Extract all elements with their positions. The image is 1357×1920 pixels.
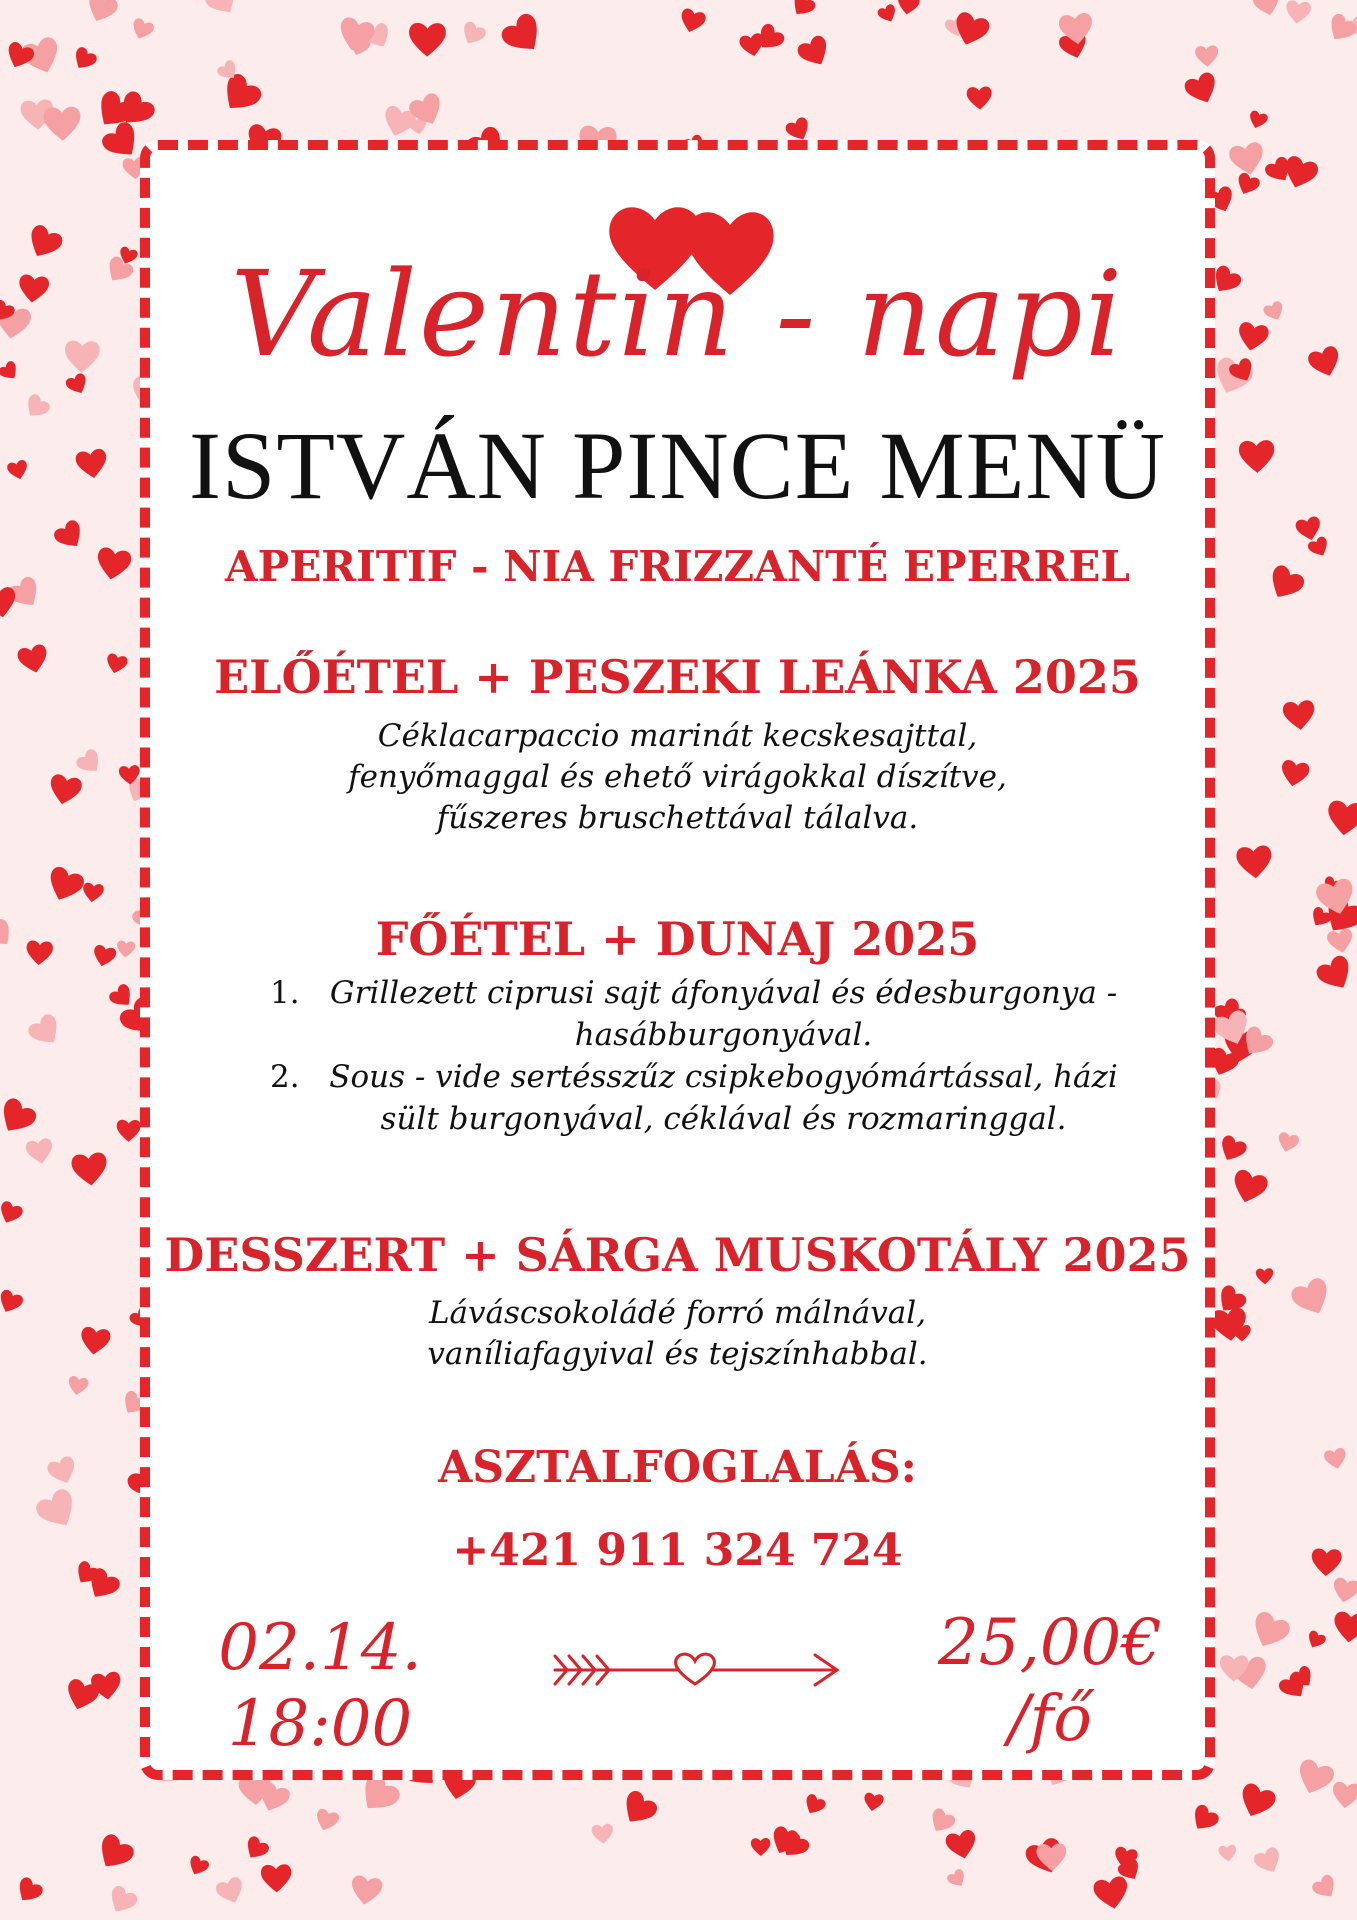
main-course-list — [270, 972, 1145, 1140]
starter-line: fűszeres bruschettával tálalva. — [436, 800, 919, 836]
heart-icon — [0, 360, 22, 384]
price-value: 25,00€ — [938, 1606, 1162, 1680]
heart-icon — [946, 1868, 969, 1891]
heart-icon — [1252, 0, 1283, 18]
heart-icon — [1247, 110, 1269, 131]
heart-icon — [83, 0, 120, 26]
main-course-heading: FŐÉTEL + DUNAJ 2025 — [375, 912, 980, 966]
heart-icon — [1284, 0, 1311, 25]
heart-icon — [23, 223, 65, 264]
heart-icon — [944, 1829, 979, 1862]
main-course-item — [270, 1056, 1145, 1098]
heart-icon — [862, 1792, 884, 1813]
heart-icon — [1332, 1611, 1357, 1644]
heart-icon — [16, 643, 50, 676]
heart-icon — [21, 392, 52, 422]
event-date: 02.14. — [218, 1611, 422, 1685]
heart-icon — [69, 45, 98, 74]
main-course-item-cont — [270, 1014, 1145, 1056]
dessert-line: Láváscsokoládé forró málnával, — [428, 1295, 927, 1331]
starter-description — [150, 716, 1205, 839]
heart-icon — [186, 1854, 211, 1878]
heart-icon — [1216, 1134, 1249, 1166]
heart-icon — [801, 1793, 827, 1819]
heart-icon — [43, 865, 86, 907]
heart-icon — [1314, 953, 1357, 996]
heart-icon — [1325, 800, 1357, 838]
heart-icon — [409, 23, 446, 57]
heart-icon — [79, 1326, 112, 1356]
heart-icon — [591, 1823, 614, 1844]
heart-icon — [795, 33, 834, 71]
heart-icon — [1263, 563, 1307, 605]
heart-icon — [1235, 1781, 1278, 1822]
heart-icon — [1304, 1629, 1327, 1651]
heart-icon — [75, 448, 110, 480]
heart-icon — [116, 1120, 140, 1142]
arrow-icon — [545, 1640, 855, 1700]
heart-icon — [45, 1455, 80, 1488]
heart-icon — [1247, 1609, 1293, 1653]
heart-icon — [1293, 1757, 1337, 1799]
heart-icon — [261, 1864, 292, 1893]
heart-icon — [1256, 1268, 1274, 1284]
heart-icon — [0, 1095, 39, 1139]
heart-icon — [74, 747, 105, 778]
heart-icon — [1311, 1548, 1342, 1577]
heart-icon — [1282, 700, 1316, 732]
aperitif-heading: APERITIF - NIA FRIZZANTÉ EPERREL — [225, 542, 1130, 591]
heart-icon — [129, 17, 155, 43]
heart-icon — [104, 653, 128, 676]
heart-icon — [1092, 1875, 1131, 1912]
heart-icon — [17, 274, 50, 305]
event-time: 18:00 — [227, 1687, 413, 1761]
main-course-item-cont — [270, 1098, 1145, 1140]
item-line: hasábburgonyával. — [574, 1017, 873, 1053]
heart-icon — [214, 1875, 247, 1907]
heart-icon — [1182, 70, 1221, 108]
dessert-heading: DESSZERT + SÁRGA MUSKOTÁLY 2025 — [164, 1228, 1191, 1282]
menu-card — [140, 140, 1215, 1780]
heart-icon — [1331, 1576, 1357, 1604]
heart-icon — [25, 1137, 55, 1165]
heart-icon — [104, 1884, 139, 1918]
heart-icon — [1326, 928, 1355, 955]
heart-icon — [876, 3, 899, 25]
heart-icon — [617, 1788, 660, 1831]
heart-icon — [1306, 344, 1344, 380]
heart-icon — [107, 982, 137, 1012]
item-line: Sous - vide sertésszűz csipkebogyómártással, házi — [329, 1059, 1118, 1095]
heart-icon — [1331, 1781, 1357, 1810]
heart-icon — [458, 20, 488, 49]
event-date-time — [210, 1610, 430, 1762]
heart-icon — [116, 940, 135, 958]
heart-icon — [1262, 300, 1287, 324]
event-price — [920, 1605, 1180, 1757]
heart-icon — [1228, 141, 1267, 178]
heart-icon — [81, 882, 104, 903]
heart-icon — [47, 773, 83, 807]
dessert-line: vaníliafagyival és tejszínhabbal. — [427, 1336, 928, 1372]
heart-icon — [1276, 1131, 1300, 1154]
heart-icon — [1187, 1802, 1221, 1835]
heart-icon — [43, 106, 81, 141]
heart-icon — [0, 917, 18, 953]
heart-icon — [25, 940, 53, 966]
heart-icon — [1289, 1276, 1336, 1321]
heart-icon — [91, 944, 117, 969]
heart-icon — [896, 0, 921, 16]
main-course-item — [270, 972, 1145, 1014]
heart-icon — [1236, 845, 1274, 880]
item-line: Grillezett ciprusi sajt áfonyával és édesburgonya - — [329, 975, 1118, 1011]
heart-icon — [0, 1288, 25, 1316]
starter-line: fenyőmaggal és ehető virágokkal díszítve, — [348, 759, 1007, 795]
reservation-phone[interactable]: +421 911 324 724 — [452, 1525, 903, 1576]
heart-icon — [1195, 45, 1219, 67]
heart-icon — [1252, 1845, 1285, 1877]
heart-icon — [52, 518, 89, 554]
heart-icon — [64, 340, 100, 373]
script-title: Valentin - napi — [230, 245, 1125, 383]
item-number: 2. — [270, 1059, 300, 1095]
page-title: ISTVÁN PINCE MENÜ — [189, 412, 1166, 519]
heart-icon — [788, 0, 818, 20]
reservation-label: ASZTALFOGLALÁS: — [438, 1442, 917, 1493]
heart-icon — [64, 372, 91, 398]
heart-icon — [1229, 1168, 1270, 1207]
heart-icon — [678, 7, 708, 35]
heart-icon — [1234, 171, 1262, 198]
heart-icon — [1323, 1447, 1348, 1471]
heart-icon — [71, 1152, 109, 1188]
heart-icon — [751, 1838, 771, 1856]
starter-line: Céklacarpaccio marinát kecskesajttal, — [377, 718, 978, 754]
item-number: 1. — [270, 975, 300, 1011]
price-per-person: /fő — [1008, 1682, 1092, 1756]
heart-icon — [203, 0, 243, 20]
heart-icon — [498, 10, 549, 60]
heart-icon — [349, 1874, 384, 1906]
heart-icon — [926, 1806, 957, 1837]
heart-icon — [0, 1200, 24, 1227]
starter-heading: ELŐÉTEL + PESZEKI LEÁNKA 2025 — [214, 650, 1141, 704]
heart-icon — [1310, 1873, 1341, 1903]
heart-icon — [1218, 1844, 1237, 1862]
heart-icon — [241, 1834, 271, 1863]
heart-icon — [26, 1012, 66, 1052]
heart-icon — [94, 546, 132, 582]
dessert-description — [150, 1293, 1205, 1375]
heart-icon — [12, 1875, 44, 1907]
heart-icon — [1239, 440, 1275, 474]
heart-icon — [33, 1486, 83, 1535]
heart-icon — [92, 1831, 137, 1875]
heart-icon — [1279, 759, 1311, 789]
heart-icon — [215, 71, 264, 120]
heart-icon — [1323, 11, 1357, 46]
heart-icon — [313, 1807, 341, 1833]
item-line: sült burgonyával, céklával és rozmaringgal. — [380, 1101, 1067, 1137]
heart-icon — [966, 86, 992, 110]
heart-icon — [66, 1375, 89, 1397]
heart-icon — [1236, 321, 1270, 353]
heart-icon — [6, 459, 30, 481]
